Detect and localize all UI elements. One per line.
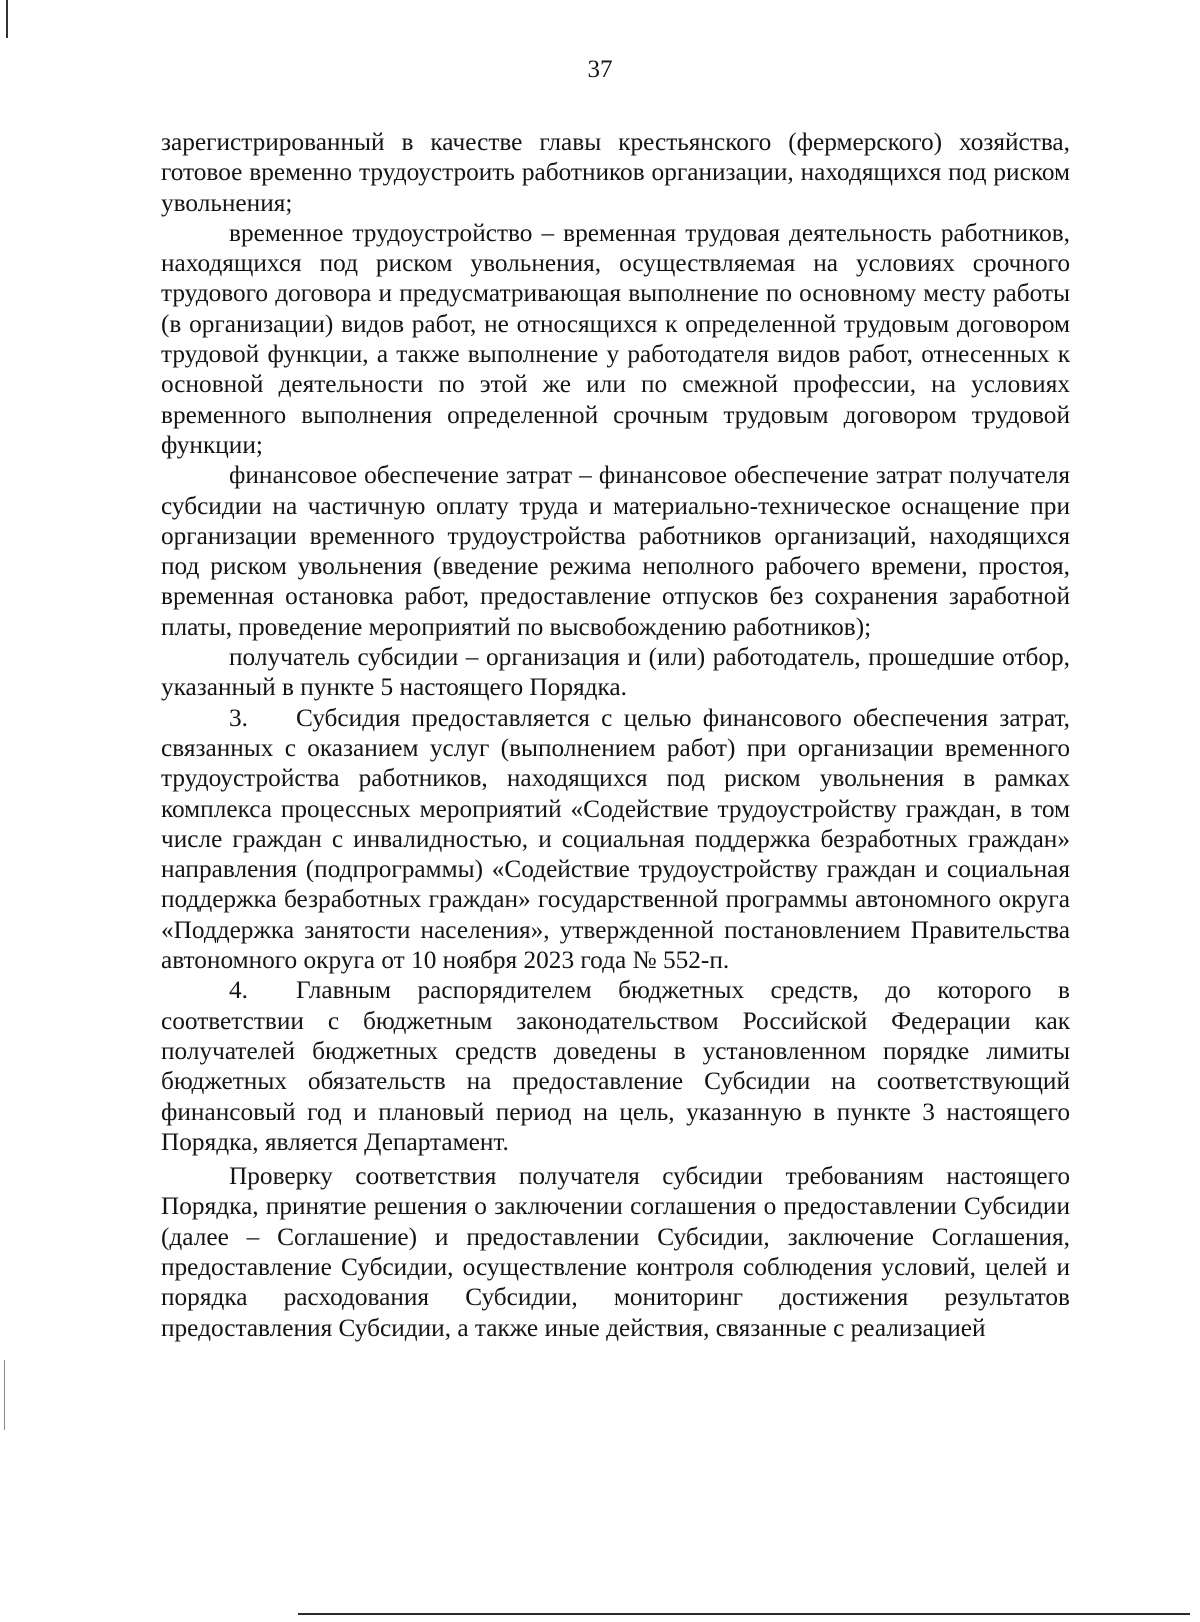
bottom-rule (298, 1613, 1190, 1615)
document-body (161, 127, 1070, 1343)
clause-number: 3. (229, 703, 248, 732)
paragraph-definition-temporary-employment: временное трудоустройство – временная трудовая деятельность работников, находящихся под риском увольнения, осуществляемая на условиях срочного трудового договора и предусматривающая выполнение по основному месту работы (в организации) видов работ, не относящихся к определенной трудовым договором трудовой функции, а также выполнение у работодателя видов работ, отнесенных к основной деятельности по этой же или по смежной профессии, на условиях временного выполнения определенной срочным трудовым договором трудовой функции; (161, 218, 1070, 459)
clause-text: Главным распорядителем бюджетных средств, до которого в соответствии с бюджетным законодательством Российской Федерации как получателей бюджетных средств доведены в установленном порядке лимиты бюджетных обязательств на предоставление Субсидии на соответствующий финансовый год и плановый период на цель, указанную в пункте 3 настоящего Порядка, является Департамент. (161, 976, 1070, 1156)
paragraph-verification: Проверку соответствия получателя субсидии требованиям настоящего Порядка, принятие решения о заключении соглашения о предоставлении Субсидии (далее – Соглашение) и предоставлении Субсидии, заключение Соглашения, предоставление Субсидии, осуществление контроля соблюдения условий, целей и порядка расходования Субсидии, мониторинг достижения результатов предоставления Субсидии, а также иные действия, связанные с реализацией (161, 1162, 1070, 1342)
paragraph-definition-recipient: получатель субсидии – организация и (или) работодатель, прошедшие отбор, указанный в пункте 5 настоящего Порядка. (161, 643, 1070, 702)
paragraph-clause-3 (161, 703, 1070, 976)
paragraph-definition-financial-support: финансовое обеспечение затрат – финансовое обеспечение затрат получателя субсидии на частичную оплату труда и материально-техническое оснащение при организации временного трудоустройства работников организаций, находящихся под риском увольнения (введение режима неполного рабочего времени, простоя, временная остановка работ, предоставление отпусков без сохранения заработной платы, проведение мероприятий по высвобождению работников); (161, 461, 1070, 641)
paragraph-continuation: зарегистрированный в качестве главы крестьянского (фермерского) хозяйства, готовое временно трудоустроить работников организации, находящихся под риском увольнения; (161, 128, 1070, 217)
scan-edge-mark (4, 1360, 5, 1430)
paragraph-clause-4 (161, 975, 1070, 1157)
clause-text: Субсидия предоставляется с целью финансового обеспечения затрат, связанных с оказанием услуг (выполнением работ) при организации временного трудоустройства работников, находящихся под риском увольнения в рамках комплекса процессных мероприятий «Содействие трудоустройству граждан, в том числе граждан с инвалидностью, и социальная поддержка безработных граждан» направления (подпрограммы) «Содействие трудоустройству граждан и социальная поддержка безработных граждан» государственной программы автономного округа «Поддержка занятости населения», утвержденной постановлением Правительства автономного округа от 10 ноября 2023 года № 552-п. (161, 703, 1070, 975)
page-number: 37 (587, 56, 613, 83)
scan-edge-mark (6, 0, 8, 38)
clause-number: 4. (229, 976, 248, 1005)
